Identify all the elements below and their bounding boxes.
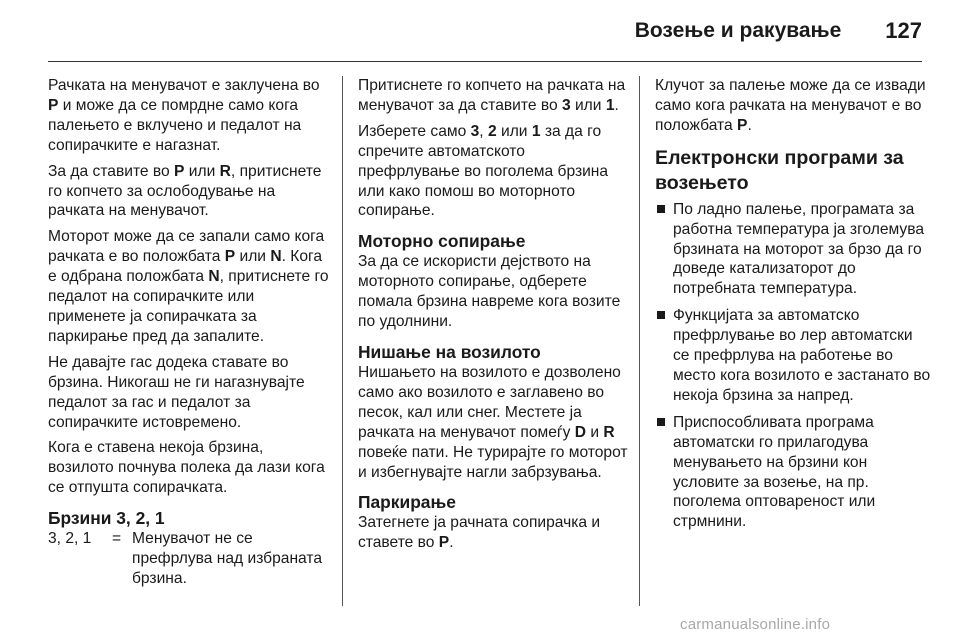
text-rocking: Нишањето на возилото е дозволено само ако возилото е заглавено во песок, кал или снег. Местете ја рачката на менувачот помеѓу D и R повеќе пати. Не турирајте го моторот и избегнувајте нагли забрзувања.	[358, 363, 628, 481]
heading-engine-braking: Моторно сопирање	[358, 231, 526, 252]
text-creep: Кога е ставена некоја брзина, возилото почнува полека да лази кога се отпушта сопирачката.	[48, 439, 325, 497]
column-divider	[639, 76, 640, 606]
list-item	[655, 306, 931, 406]
text-engine-start: Моторот може да се запали само кога рачката е во положбата P или N. Кога е одбрана положбата N, притиснете го педалот на сопирачките или применете ја сопирачката за паркирање пред да запалите.	[48, 228, 329, 345]
heading-parking: Паркирање	[358, 492, 456, 513]
programs-list	[655, 200, 931, 533]
column-1	[48, 76, 332, 589]
text-key-removal: Клучот за палење може да се извади само кога рачката на менувачот е во положбата P.	[655, 77, 926, 134]
heading-electronic-programs: Електронски програми за возењето	[655, 146, 904, 194]
definition-gears	[48, 529, 332, 589]
column-divider	[342, 76, 343, 606]
list-item-text: Функцијата за автоматско префрлување во лер автоматски се префрлува на работење во место кога возилото е застанато во некоја брзина за напред.	[673, 307, 931, 404]
watermark: carmanualsonline.info	[680, 616, 831, 633]
definition-body: Менувачот не се префрлува над избраната брзина.	[132, 530, 323, 587]
text-parking: Затегнете ја рачната сопирачка и ставете во P.	[358, 514, 601, 552]
section-title: Возење и ракување	[634, 19, 842, 42]
square-bullet-icon	[657, 311, 665, 319]
definition-term: 3, 2, 1	[48, 530, 92, 548]
list-item	[655, 200, 931, 300]
list-item	[655, 413, 931, 532]
text-release-button: За да ставите во P или R, притиснете го копчето за ослободување на рачката на менувачот.	[48, 162, 322, 220]
column-3	[655, 76, 931, 539]
text-gear-lock: Рачката на менувачот е заклучена во P и може да се помрдне само кога палењето е вклучено и педалот на сопирачките е нагазнат.	[48, 77, 320, 154]
list-item-text: Приспособливата програма автоматски го прилагодува менувањето на брзини кон условите за возење, на пр. поголема оптовареност или стрмнини.	[673, 413, 876, 531]
text-choose-gears: Изберете само 3, 2 или 1 за да го спречите автоматското префрлување во поголема брзина или како помош во моторното сопирање.	[358, 122, 609, 220]
text-select-3-1: Притиснете го копчето на рачката на менувачот за да ставите во 3 или 1.	[358, 77, 626, 114]
header-rule	[48, 61, 922, 62]
text-engine-braking: За да се искористи дејството на моторното сопирање, одберете помала брзина навреме кога возите по удолнини.	[358, 253, 621, 331]
list-item-text: По ладно палење, програмата за работна температура ја зголемува брзината на моторот за брзо да го доведе катализаторот до потребната температура.	[673, 200, 924, 298]
heading-gears: Брзини 3, 2, 1	[48, 508, 165, 529]
heading-rocking: Нишање на возилото	[358, 341, 541, 362]
text-no-throttle: Не давајте гас додека ставате во брзина. Никогаш не ги нагазнувајте педалот за гас и педалот за сопирачките истовремено.	[48, 353, 305, 431]
column-2	[358, 76, 630, 559]
page-header	[635, 14, 922, 48]
page-number: 127	[885, 18, 922, 43]
square-bullet-icon	[657, 205, 665, 213]
definition-equals: =	[112, 530, 122, 548]
square-bullet-icon	[657, 418, 665, 426]
